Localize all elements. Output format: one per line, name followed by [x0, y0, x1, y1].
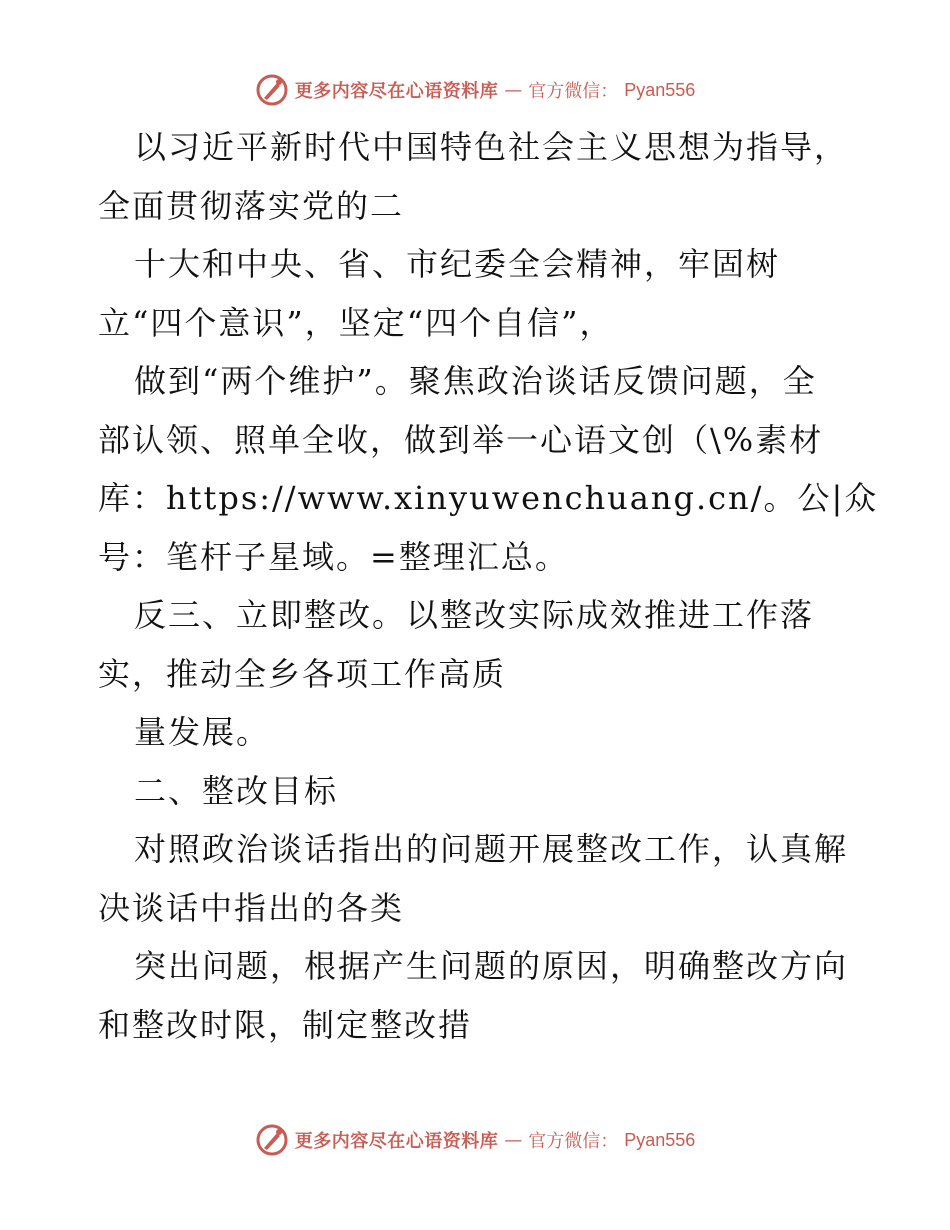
header-dash: —: [504, 79, 523, 101]
header-wechat-id: Pyan556: [624, 79, 696, 100]
body-line: 十大和中央、省、市纪委全会精神，牢固树: [134, 245, 781, 283]
body-line: 以习近平新时代中国特色社会主义思想为指导，: [134, 128, 849, 166]
body-line: 实，推动全乡各项工作高质: [98, 654, 507, 693]
header-site-text: 更多内容尽在心语资料库: [294, 81, 499, 102]
body-line: 号：笔杆子星域。=整理汇总。: [98, 537, 569, 576]
header-wechat-label: 官方微信：: [528, 81, 619, 102]
footer-wechat-id: Pyan556: [624, 1129, 696, 1150]
body-line: 立“四个意识”，坚定“四个自信”，: [98, 303, 614, 342]
body-line: 做到“两个维护”。聚焦政治谈话反馈问题，全: [134, 362, 817, 400]
body-line: 和整改时限，制定整改措: [98, 1005, 473, 1044]
header-watermark: [0, 70, 950, 110]
footer-dash: —: [504, 1129, 523, 1151]
section-heading: 二、整改目标: [134, 771, 339, 810]
footer-site-text: 更多内容尽在心语资料库: [294, 1131, 499, 1152]
body-line: 部认领、照单全收，做到举一心语文创（\%素材: [98, 420, 824, 459]
body-line: 库：https://www.xinyuwenchuang.cn/。公|众: [98, 479, 879, 517]
footer-watermark: [0, 1120, 950, 1160]
document-body: [98, 118, 878, 1054]
footer-wechat-label: 官方微信：: [528, 1131, 619, 1152]
body-line: 量发展。: [134, 713, 271, 751]
body-line: 全面贯彻落实党的二: [98, 186, 405, 225]
body-line: 突出问题，根据产生问题的原因，明确整改方向: [134, 947, 849, 985]
pen-circle-logo-icon: [255, 1123, 289, 1157]
pen-circle-logo-icon: [255, 73, 289, 107]
body-line: 反三、立即整改。以整改实际成效推进工作落: [134, 596, 815, 634]
body-line: 对照政治谈话指出的问题开展整改工作，认真解: [134, 830, 849, 868]
body-line: 决谈话中指出的各类: [98, 888, 405, 927]
